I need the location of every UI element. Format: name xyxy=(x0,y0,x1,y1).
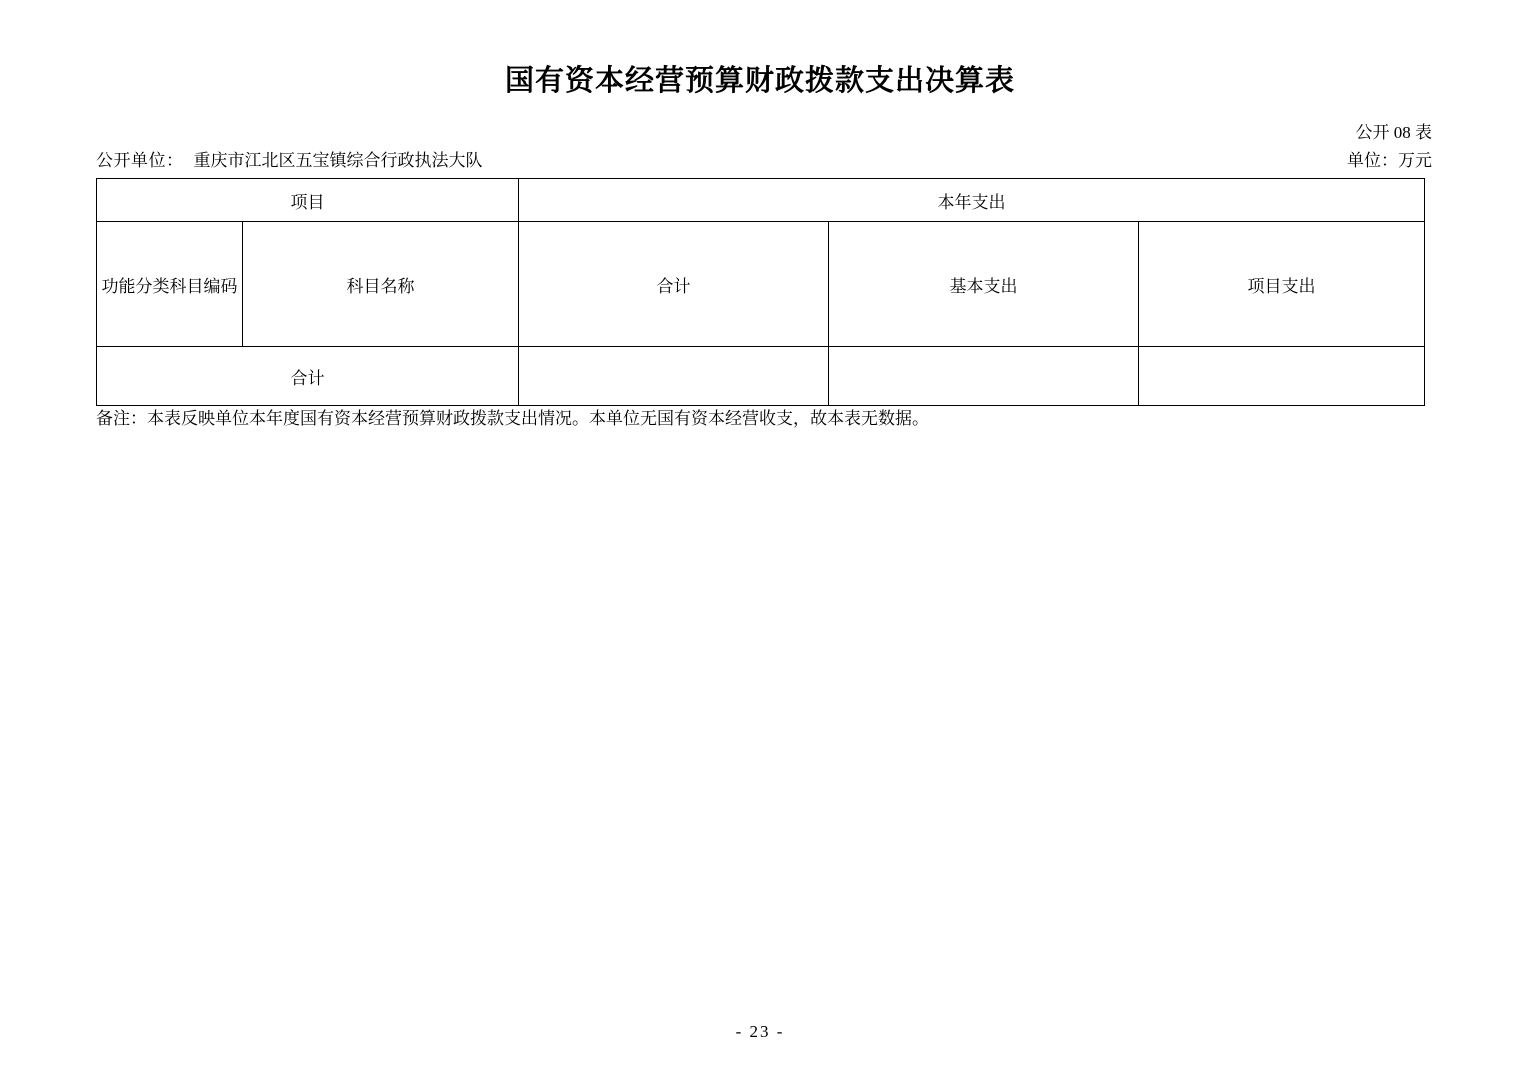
page-title: 国有资本经营预算财政拨款支出决算表 xyxy=(504,65,1015,97)
sheet-number: 公开 08 表 xyxy=(1355,123,1432,142)
table-row xyxy=(97,347,1425,406)
page-number: - 23 - xyxy=(735,1022,785,1041)
header-current-year-group: 本年支出 xyxy=(519,179,1425,222)
publisher-label: 公开单位： xyxy=(96,151,184,170)
publisher-line xyxy=(96,146,483,171)
column-header-function-code: 功能分类科目编码 xyxy=(97,222,243,347)
cell-total xyxy=(519,347,829,406)
amount-unit-label: 单位：万元 xyxy=(1347,151,1432,170)
column-header-basic-expenditure: 基本支出 xyxy=(829,222,1139,347)
publisher-value: 重庆市江北区五宝镇综合行政执法大队 xyxy=(193,151,483,170)
column-header-total: 合计 xyxy=(519,222,829,347)
cell-project-expenditure xyxy=(1139,347,1425,406)
expenditure-table xyxy=(96,178,1425,406)
column-header-subject-name: 科目名称 xyxy=(243,222,519,347)
table-note: 备注：本表反映单位本年度国有资本经营预算财政拨款支出情况。本单位无国有资本经营收支，故本表无数据。 xyxy=(96,409,929,428)
row-label-total: 合计 xyxy=(97,347,519,406)
table-header-row xyxy=(97,222,1425,347)
column-header-project-expenditure: 项目支出 xyxy=(1139,222,1425,347)
cell-basic-expenditure xyxy=(829,347,1139,406)
table-header-group-row xyxy=(97,179,1425,222)
header-item-group: 项目 xyxy=(97,179,519,222)
